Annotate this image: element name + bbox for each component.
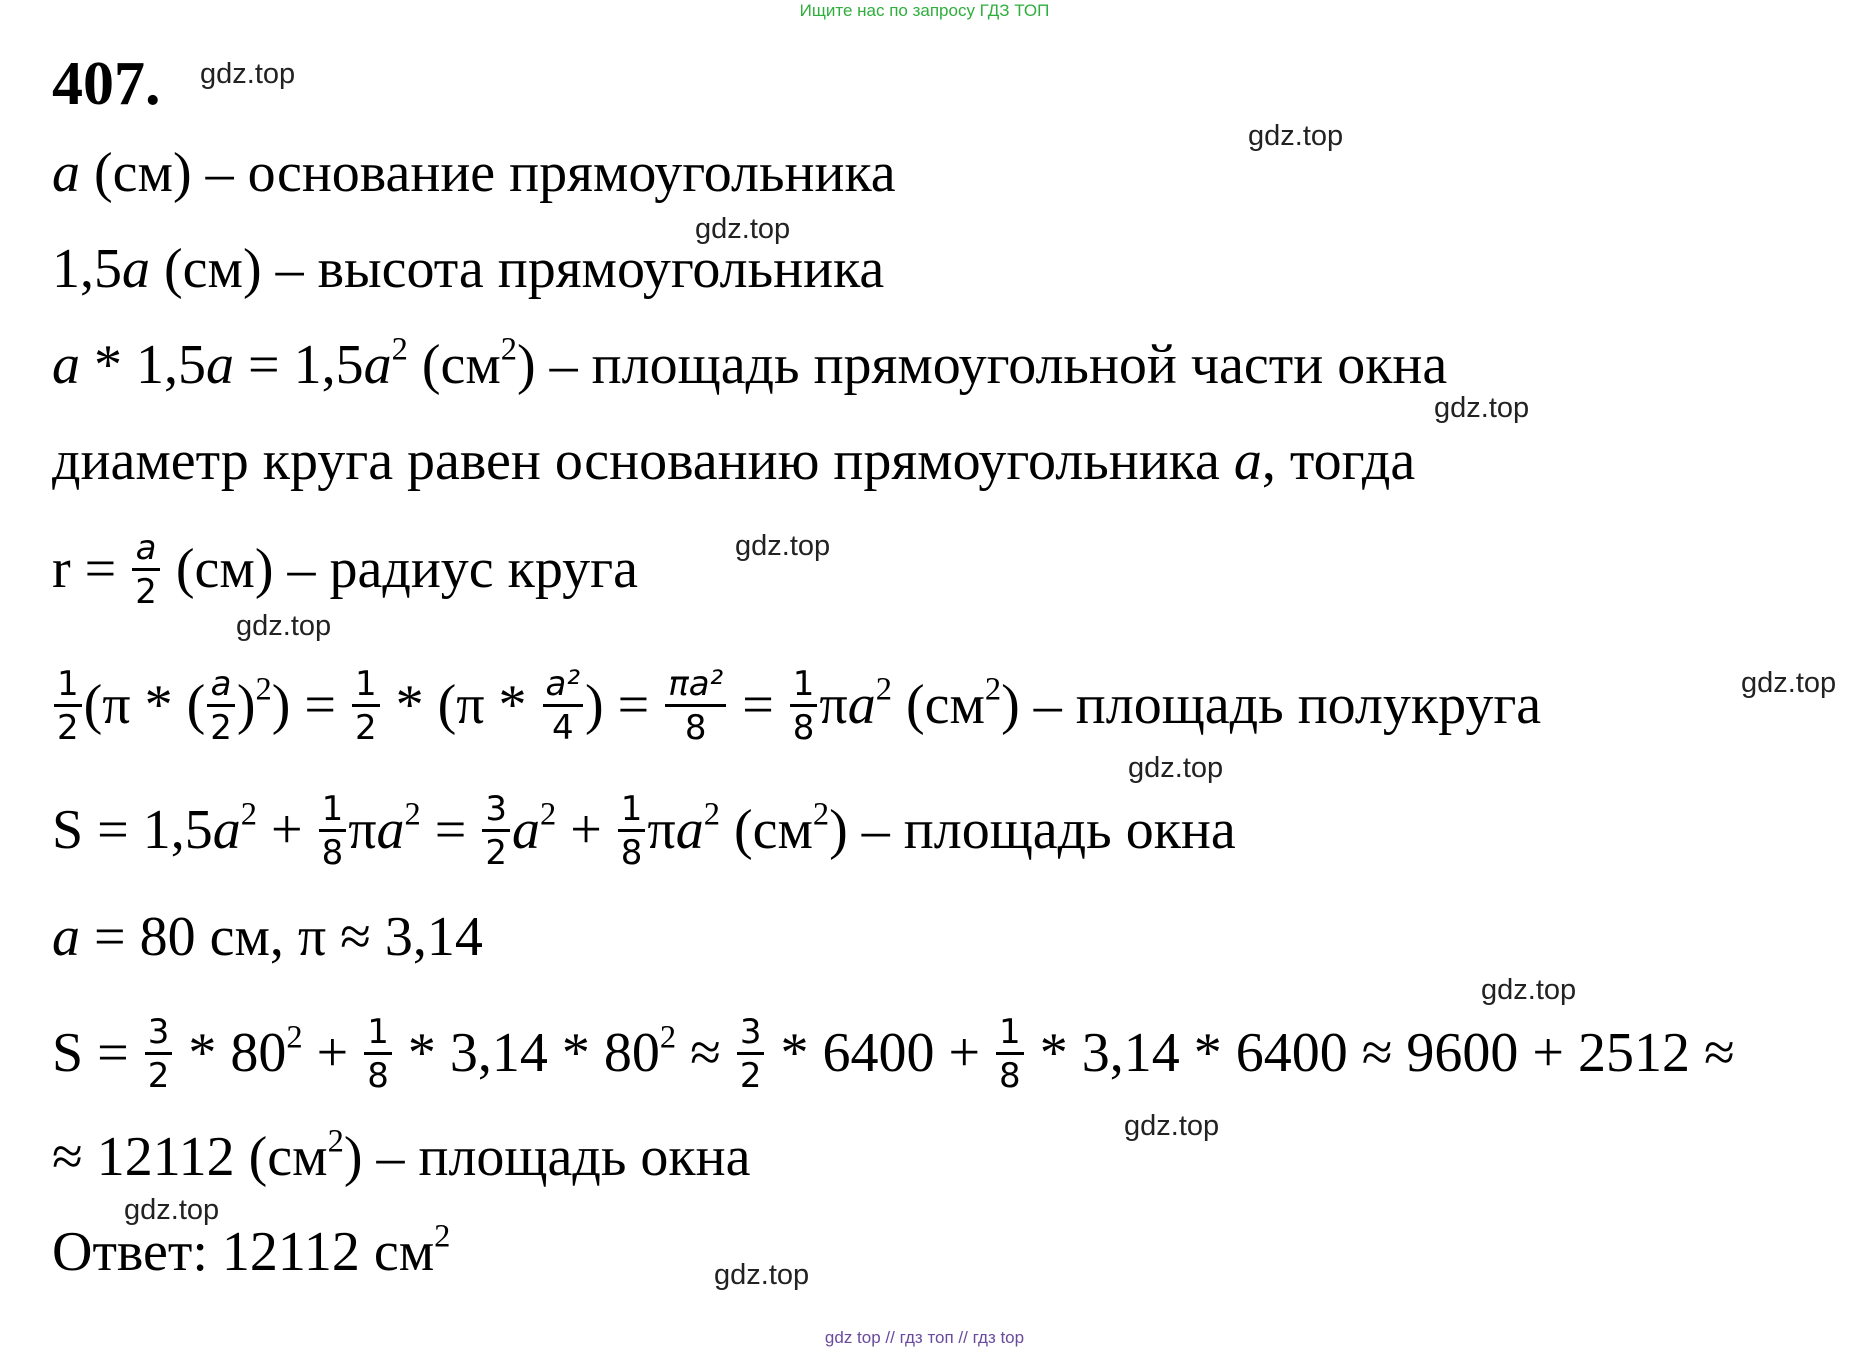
fraction: $\frac{1}{8}$ [618,789,646,873]
fraction: $\frac{\text{πa²}}{8}$ [665,664,726,748]
fraction: $\frac{3}{2}$ [482,789,510,873]
watermark: gdz.top [1128,752,1224,784]
fraction: $\frac{1}{2}$ [54,664,82,748]
problem-number: 407. [52,50,161,118]
fraction: $\frac{3}{2}$ [145,1012,173,1096]
watermark: gdz.top [1741,667,1837,699]
watermark: gdz.top [1248,120,1344,152]
line-rectangle-height: 1,5a (см) – высота прямоугольника [52,238,885,300]
search-hint-banner[interactable]: Ищите нас по запросу ГДЗ ТОП [799,1,1050,20]
watermark: gdz.top [1124,1110,1220,1142]
watermark: gdz.top [200,58,296,90]
fraction: $\frac{1}{2}$ [352,664,380,748]
line-window-area-formula: $S = 1,5a^2$ + $\frac{1}{8}$ $\pi a^2$ = $\frac{3}{2}$ $a^2$ + $\frac{1}{8}$ $\pi a^2$ $(см^2)$ – площадь окна [52,789,1236,873]
line-rectangle-area: $a * 1,5a = 1,5a^2$ $(см^2)$ – площадь прямоугольной части окна [52,331,1448,396]
line-radius: r = $\frac{a}{2}$ (см) – радиус круга [52,528,638,612]
fraction: $\frac{a}{2}$ [207,664,235,748]
line-result: ≈ 12112 $(см^2)$ – площадь окна [52,1123,751,1188]
watermark: gdz.top [1434,392,1530,424]
fraction: $\frac{1}{8}$ [790,664,818,748]
fraction: $\frac{a}{2}$ [132,528,160,612]
watermark: gdz.top [124,1194,220,1226]
line-given-values: a = 80 см, π ≈ 3,14 [52,906,483,968]
line-answer: Ответ: 12112 $см^2$ [52,1218,451,1283]
footer-links[interactable]: gdz top // гдз топ // гдз top [824,1328,1025,1347]
watermark: gdz.top [236,610,332,642]
line-diameter-statement: диаметр круга равен основанию прямоугольника a, тогда [52,430,1416,492]
line-semicircle-area: $\frac{1}{2}$ (π * ( $\frac{a}{2}$ )$^2$) = $\frac{1}{2}$ * (π * $\frac{\text{a²}}{4}$ ) = $\frac{\text{πa²}}{8}$ = $\frac{1}{8}$ $\pi a^2$ $(см^2)$ – площадь полукруга [52,668,1541,752]
line-calculation: S = $\frac{3}{2}$ * $80^2$ + $\frac{1}{8}$ * $3,14 * 80^2$ ≈ $\frac{3}{2}$ * 6400 + $\frac{1}{8}$ * 3,14 * 6400 ≈ 9600 + 2512 ≈ [52,1012,1735,1096]
line-rectangle-base: a (см) – основание прямоугольника [52,142,896,204]
fraction: $\frac{1}{8}$ [319,789,347,873]
watermark: gdz.top [695,213,791,245]
fraction: $\frac{1}{8}$ [996,1012,1024,1096]
watermark: gdz.top [1481,974,1577,1006]
fraction: $\frac{3}{2}$ [737,1012,765,1096]
watermark: gdz.top [714,1259,810,1291]
fraction: $\frac{\text{a²}}{4}$ [543,664,583,748]
fraction: $\frac{1}{8}$ [364,1012,392,1096]
watermark: gdz.top [735,530,831,562]
